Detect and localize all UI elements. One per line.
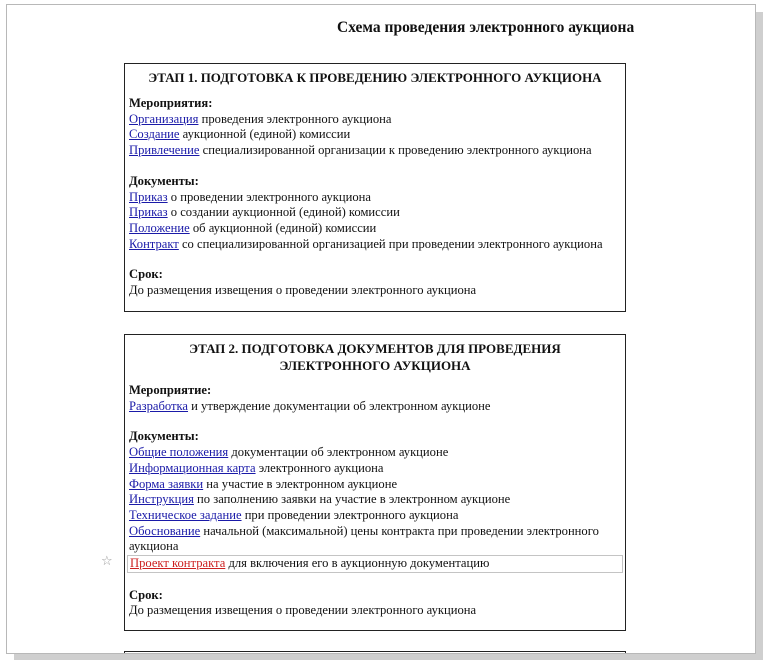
star-icon[interactable]: ☆ [101,554,113,570]
activity-link-development[interactable]: Разработка [129,398,189,413]
stage-1-activities-heading: Мероприятия: [129,96,213,110]
list-item: Обоснование начальной (максимальной) цены контракта при проведении электронного аукциона [129,523,599,554]
document-link-general-provisions[interactable]: Общие положения [129,445,229,460]
stage-1-documents-heading: Документы: [129,173,199,188]
document-page [6,4,756,654]
stage-2-deadline-heading: Срок: [129,587,163,602]
stage-3-box-partial [124,651,626,654]
document-link-application-form[interactable]: Форма заявки [129,476,204,491]
list-item: Разработка и утверждение документации об электронном аукционе [129,398,491,413]
stage-1-title: ЭТАП 1. ПОДГОТОВКА К ПРОВЕДЕНИЮ ЭЛЕКТРОННОГО АУКЦИОНА [148,70,602,85]
stage-1-deadline-heading: Срок: [129,267,163,282]
list-item: Форма заявки на участие в электронном аукционе [129,476,398,491]
document-link-order-commission[interactable]: Приказ [129,205,168,220]
stage-2-documents-heading: Документы: [129,429,199,444]
stage-2-activities-heading: Мероприятие: [129,383,212,397]
stage-2-deadline-text: До размещения извещения о проведении электронного аукциона [129,603,477,618]
list-item: Инструкция по заполнению заявки на участие в электронном аукционе [129,492,511,507]
highlighted-list-item: ☆ Проект контракта для включения его в аукционную документацию [127,555,623,573]
activity-link-engagement[interactable]: Привлечение [129,143,200,158]
list-item: Создание аукционной (единой) комиссии [129,127,351,142]
list-item: Информационная карта электронного аукциона [129,460,384,475]
list-item: Приказ о создании аукционной (единой) комиссии [129,205,400,220]
list-item: Положение об аукционной (единой) комиссии [129,220,377,235]
activity-link-organization[interactable]: Организация [129,111,199,126]
document-link-technical-task[interactable]: Техническое задание [129,507,242,522]
list-item: Организация проведения электронного аукциона [129,111,392,126]
document-link-contract[interactable]: Контракт [129,236,179,251]
list-item: Приказ о проведении электронного аукциона [129,189,372,204]
stage-2-box [101,334,626,631]
document-link-order-auction[interactable]: Приказ [129,189,168,204]
document-link-draft-contract[interactable]: Проект контракта [130,556,226,571]
activity-link-creation[interactable]: Создание [129,127,180,142]
document-title: Схема проведения электронного аукциона [337,19,635,36]
stage-1-box [124,63,626,312]
list-item: Общие положения документации об электронном аукционе [129,445,449,460]
stage-1-deadline-text: До размещения извещения о проведении электронного аукциона [129,283,477,298]
document-link-info-card[interactable]: Информационная карта [129,460,256,475]
document-link-justification[interactable]: Обоснование [129,523,201,538]
document-link-instruction[interactable]: Инструкция [129,492,194,507]
stage-2-title: ЭТАП 2. ПОДГОТОВКА ДОКУМЕНТОВ ДЛЯ ПРОВЕДЕНИЯ ЭЛЕКТРОННОГО АУКЦИОНА [189,341,561,373]
document-link-regulation[interactable]: Положение [129,220,190,235]
list-item: Техническое задание при проведении электронного аукциона [129,507,459,522]
list-item: Контракт со специализированной организацией при проведении электронного аукциона [129,236,603,251]
list-item: Привлечение специализированной организации к проведению электронного аукциона [129,143,592,158]
